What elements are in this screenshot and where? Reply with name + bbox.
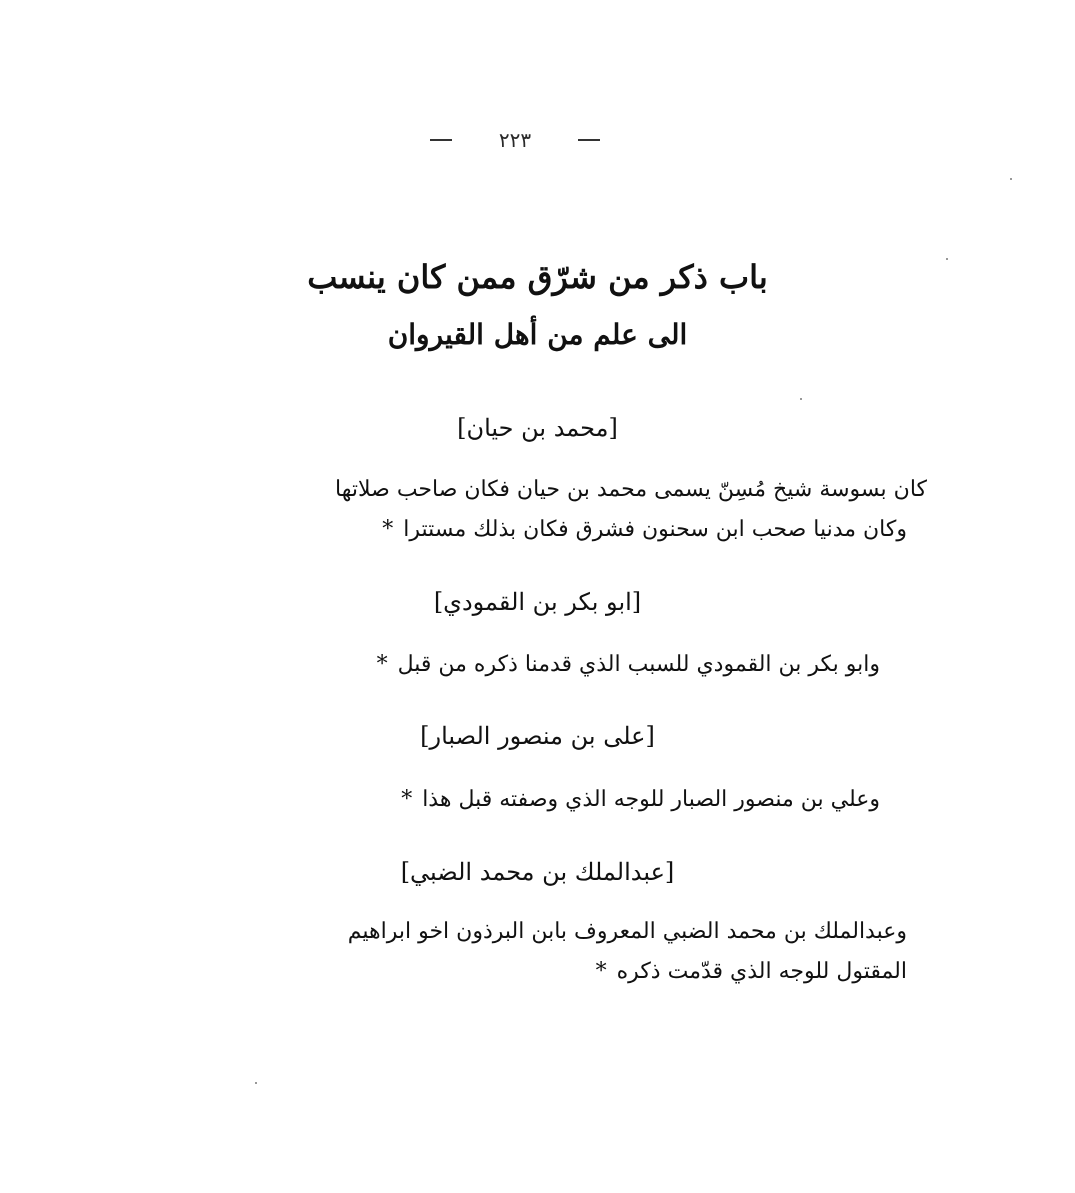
scan-speck	[255, 1082, 257, 1084]
end-mark: *	[595, 959, 607, 984]
entry-title-2: [ابو بكر بن القمودي]	[433, 588, 642, 616]
page-number: ٢٢٣	[498, 128, 532, 152]
entry-text-2-line-1	[377, 645, 880, 685]
scan-speck	[946, 258, 948, 260]
entry-text-3-line-1-text: وعلي بن منصور الصبار للوجه الذي وصفته قبل هذا	[422, 787, 880, 812]
entry-text-1-line-2	[382, 510, 907, 550]
entry-text-4-line-2	[596, 952, 907, 992]
scan-speck	[1010, 178, 1012, 180]
entry-text-3-line-1	[401, 780, 880, 820]
end-mark: *	[401, 787, 413, 812]
chapter-heading-line-1: باب ذكر من شرّق ممن كان ينسب	[307, 258, 768, 296]
dash-right	[578, 139, 600, 141]
scan-speck	[800, 398, 802, 400]
end-mark: *	[382, 517, 394, 542]
dash-left	[430, 139, 452, 141]
entry-title-4: [عبدالملك بن محمد الضبي]	[400, 858, 675, 886]
entry-title-3: [على بن منصور الصبار]	[420, 722, 655, 750]
entry-text-1-line-1: كان بسوسة شيخ مُسِنّ يسمى محمد بن حيان فكان صاحب صلاتها	[335, 477, 927, 502]
entry-text-4-line-2-text: المقتول للوجه الذي قدّمت ذكره	[616, 959, 907, 984]
entry-title-1: [محمد بن حيان]	[457, 414, 618, 442]
chapter-heading-line-2: الى علم من أهل القيروان	[387, 318, 688, 351]
entry-text-4-line-1: وعبدالملك بن محمد الضبي المعروف بابن البرذون اخو ابراهيم	[347, 919, 907, 944]
entry-text-1-line-2-text: وكان مدنيا صحب ابن سحنون فشرق فكان بذلك مستترا	[403, 517, 907, 542]
entry-text-2-line-1-text: وابو بكر بن القمودي للسبب الذي قدمنا ذكره من قبل	[397, 652, 880, 677]
page-number-row	[430, 128, 600, 152]
end-mark: *	[376, 652, 388, 677]
